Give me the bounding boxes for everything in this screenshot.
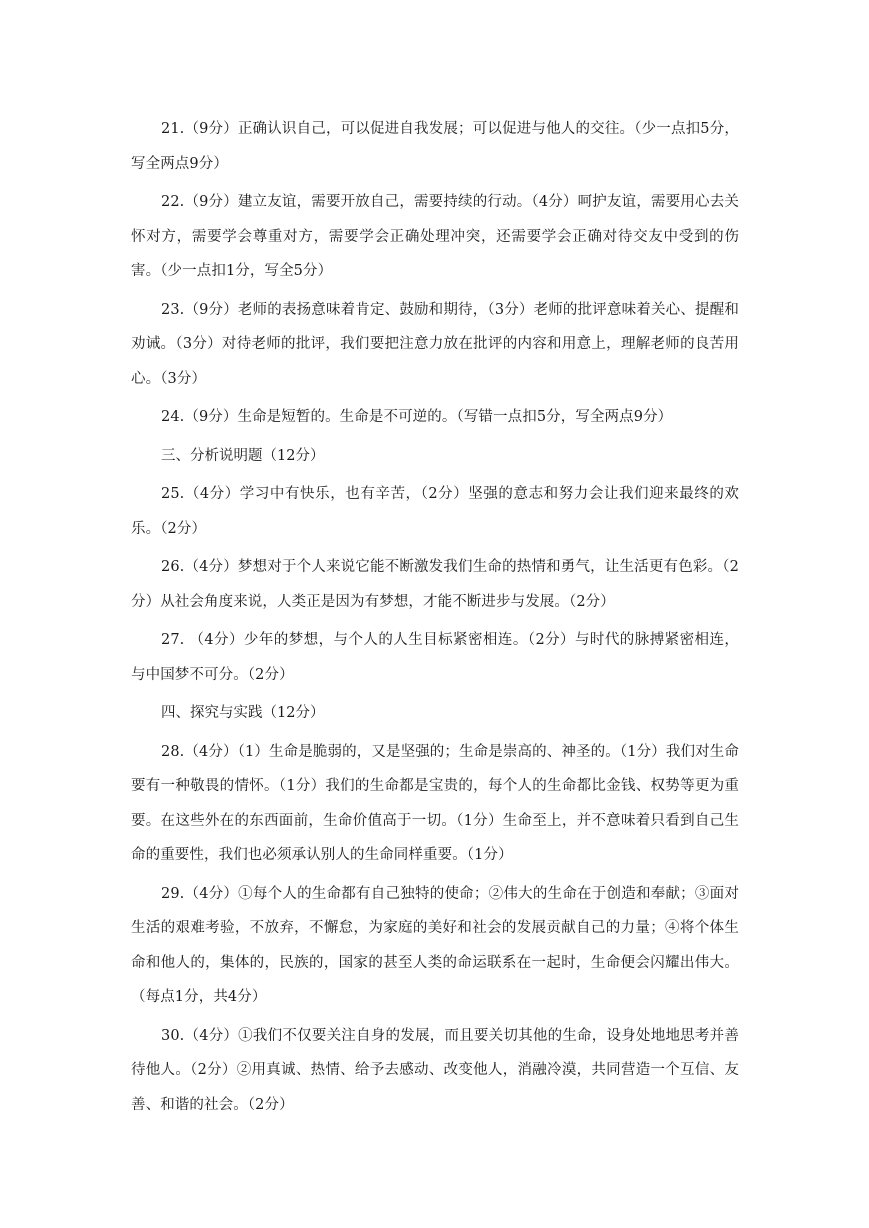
answer-23: 23.（9分）老师的表扬意味着肯定、鼓励和期待，（3分）老师的批评意味着关心、提醒和劝诫。（3分）对待老师的批评，我们要把注意力放在批评的内容和用意上，理解老师的良苦用心。（3分） xyxy=(131,301,739,387)
answer-key-content xyxy=(131,112,739,1126)
answer-25: 25.（4分）学习中有快乐，也有辛苦，（2分）坚强的意志和努力会让我们迎来最终的欢乐。（2分） xyxy=(131,486,739,537)
answer-24: 24.（9分）生命是短暂的。生命是不可逆的。（写错一点扣5分，写全两点9分） xyxy=(161,409,673,425)
answer-30: 30.（4分）①我们不仅要关注自身的发展，而且要关切其他的生命，设身处地地思考并善待他人。（2分）②用真诚、热情、给予去感动、改变他人，消融冷漠，共同营造一个互信、友善、和谐的社会。（2分） xyxy=(131,1027,739,1113)
answer-27: 27. （4分）少年的梦想，与个人的人生目标紧密相连。（2分）与时代的脉搏紧密相连，与中国梦不可分。（2分） xyxy=(131,632,739,683)
answer-29: 29.（4分）①每个人的生命都有自己独特的使命；②伟大的生命在于创造和奉献；③面对生活的艰难考验，不放弃，不懈怠，为家庭的美好和社会的发展贡献自己的力量；④将个体生命和他人的，集体的，民族的，国家的甚至人类的命运联系在一起时，生命便会闪耀出伟大。（每点1分，共4分） xyxy=(131,885,739,1005)
answer-21: 21.（9分）正确认识自己，可以促进自我发展；可以促进与他人的交往。（少一点扣5分，写全两点9分） xyxy=(131,121,739,172)
answer-28: 28.（4分）（1）生命是脆弱的，又是坚强的；生命是崇高的、神圣的。（1分）我们对生命要有一种敬畏的情怀。（1分）我们的生命都是宝贵的，每个人的生命都比金钱、权势等更为重要。在这些外在的东西面前，生命价值高于一切。（1分）生命至上，并不意味着只看到自己生命的重要性，我们也必须承认别人的生命同样重要。（1分） xyxy=(131,743,739,863)
section-heading-inquiry: 四、探究与实践（12分） xyxy=(161,705,325,721)
section-heading-analysis: 三、分析说明题（12分） xyxy=(161,447,325,464)
answer-22: 22.（9分）建立友谊，需要开放自己，需要持续的行动。（4分）呵护友谊，需要用心去关怀对方，需要学会尊重对方，需要学会正确处理冲突，还需要学会正确对待交友中受到的伤害。（少一点扣1分，写全5分） xyxy=(131,194,739,279)
answer-26: 26.（4分）梦想对于个人来说它能不断激发我们生命的热情和勇气，让生活更有色彩。（2分）从社会角度来说，人类正是因为有梦想，才能不断进步与发展。（2分） xyxy=(131,559,739,610)
